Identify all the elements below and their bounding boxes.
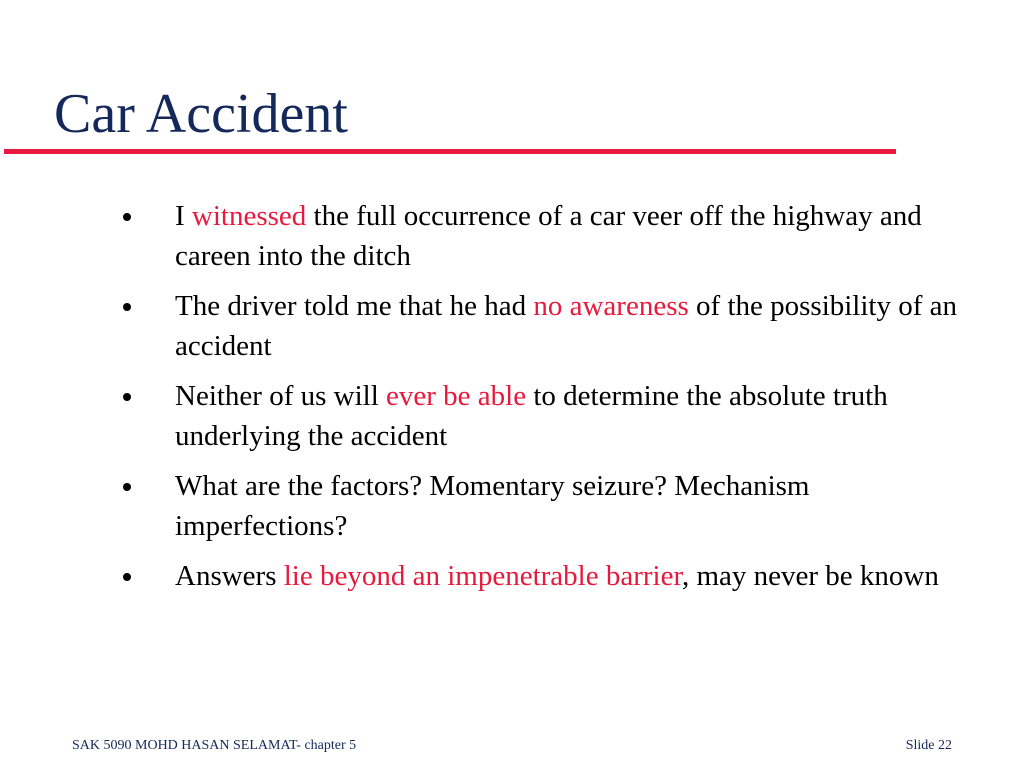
bullet-text [175, 380, 888, 452]
bullet-list [120, 196, 970, 606]
bullet-segment: The driver told me that he had [175, 290, 534, 322]
footer-course-label: SAK 5090 MOHD HASAN SELAMAT- chapter 5 [72, 738, 357, 753]
bullet-text [175, 290, 957, 362]
highlighted-phrase: no awareness [533, 290, 689, 322]
bullet-dot-icon [123, 303, 131, 311]
bullet-segment: What are the factors? Momentary seizure? Mechanism imperfections? [175, 470, 810, 542]
bullet-item [120, 466, 970, 546]
bullet-text [175, 200, 922, 272]
title-underline [4, 149, 896, 154]
bullet-dot-icon [123, 213, 131, 221]
bullet-segment: to determine the absolute truth underlying the accident [175, 380, 888, 452]
bullet-text [175, 470, 810, 542]
bullet-segment: Answers [175, 560, 284, 592]
bullet-segment: , may never be known [681, 560, 939, 592]
bullet-segment: Neither of us will [175, 380, 387, 412]
bullet-segment: the full occurrence of a car veer off the highway and careen into the ditch [175, 200, 922, 272]
highlighted-phrase: lie beyond an impenetrable barrier [283, 560, 682, 592]
highlighted-phrase: witnessed [191, 200, 307, 232]
bullet-dot-icon [123, 393, 131, 401]
bullet-dot-icon [123, 483, 131, 491]
bullet-segment: of the possibility of an accident [175, 290, 958, 362]
footer-slide-number: Slide 22 [905, 738, 952, 753]
bullet-text [175, 560, 939, 592]
bullet-item [120, 196, 970, 276]
highlighted-phrase: ever be able [386, 380, 527, 412]
slide-title: Car Accident [54, 83, 348, 145]
bullet-item [120, 556, 970, 596]
bullet-item [120, 376, 970, 456]
bullet-item [120, 286, 970, 366]
bullet-dot-icon [123, 573, 131, 581]
bullet-segment: I [175, 200, 192, 232]
